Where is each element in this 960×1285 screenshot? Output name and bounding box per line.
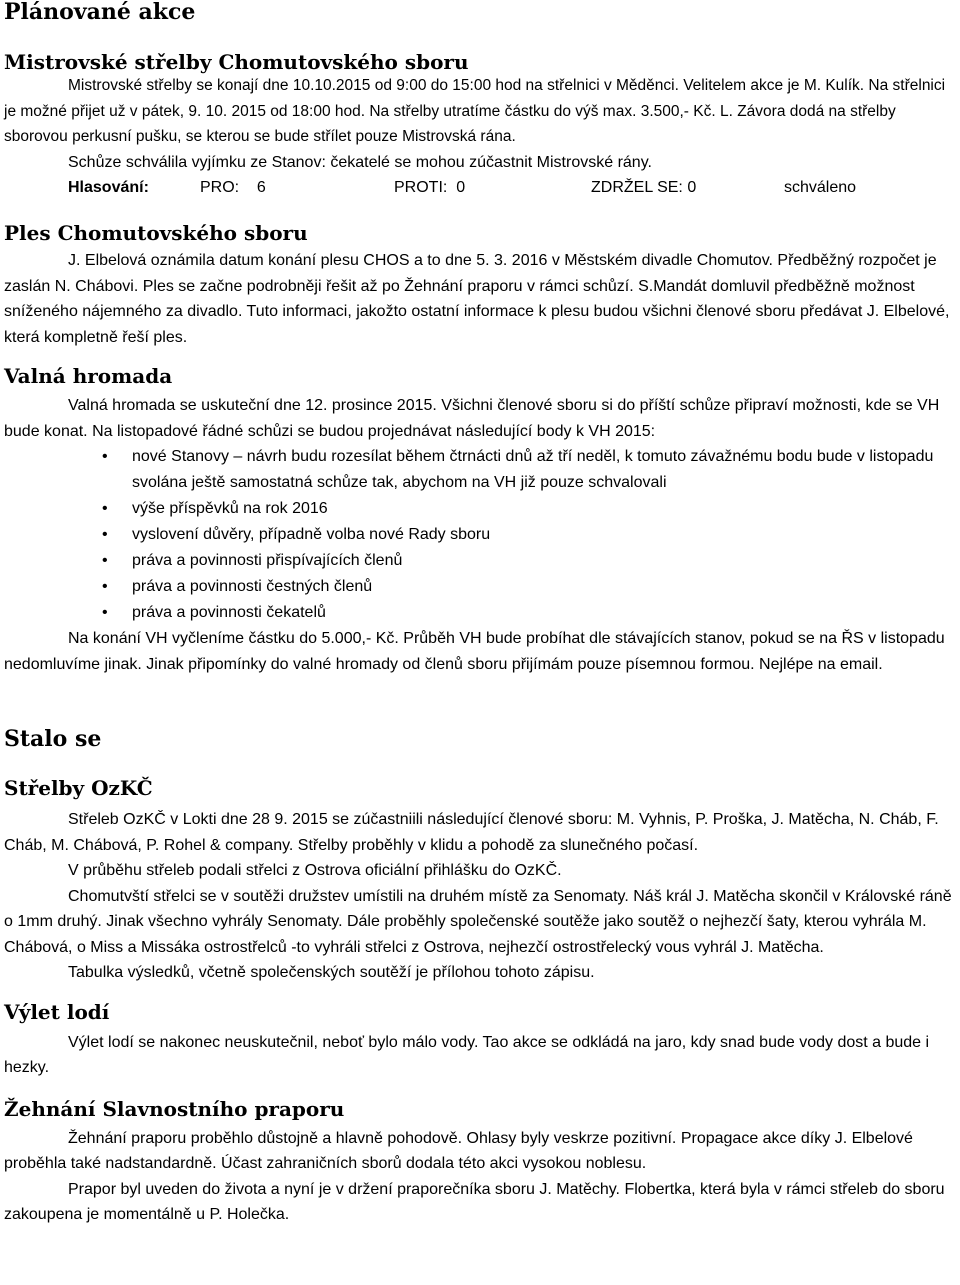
heading-planned: Plánované akce <box>4 0 196 25</box>
section-title-vylet: Výlet lodí <box>4 999 110 1024</box>
section-title-strelby: Střelby OzKČ <box>4 776 153 800</box>
section-title-mistrovske: Mistrovské střelby Chomutovského sboru <box>4 50 469 74</box>
strelby-paragraph-3: Chomutvští střelci se v soutěži družstev umístili na druhém místě za Senomaty. Náš král J. Matěcha skončil v Královské ráně o 1mm druhý. Jinak všechno vyhrály Senomaty. Dále proběhly společenské soutěže jako soutěž o nejhezčí šaty, kterou vyhrála M. Chábová, o Miss a Missáka ostrostřelců -to vyhráli střelci z Ostrova, nejhezčí ostrostřelecký vous vyhrál J. Matěcha. <box>4 887 952 956</box>
strelby-paragraph-4: Tabulka výsledků, včetně společenských soutěží je přílohou tohoto zápisu. <box>68 964 595 981</box>
vote-proti: PROTI: 0 <box>394 179 466 196</box>
vote-zdrzel: ZDRŽEL SE: 0 <box>591 179 697 196</box>
zehnani-paragraph-1: Žehnání praporu proběhlo důstojně a hlavně pohodově. Ohlasy byly veskrze pozitivní. Propagace akce díky J. Elbelové proběhla také nadstandardně. Účast zahraničních sborů dodala této akci vysokou noblesu. <box>4 1129 913 1172</box>
section-title-ples: Ples Chomutovského sboru <box>4 221 308 245</box>
list-item: • výše příspěvků na rok 2016 <box>4 496 958 522</box>
vote-result: schváleno <box>784 179 857 196</box>
bullet-icon: • <box>102 448 108 465</box>
list-item: • práva a povinnosti čekatelů <box>4 600 958 626</box>
ples-paragraph: J. Elbelová oznámila datum konání plesu CHOS a to dne 5. 3. 2016 v Městském divadle Chomutov. Předběžný rozpočet je zaslán N. Chábovi. Ples se začne podrobněji řešit až po Žehnání praporu v rámci schůzí. S.Mandát domluvil předběžně možnost sníženého nájemného za divadlo. Tuto informaci, jakožto ostatní informace k plesu budou všichni členové sboru předávat J. Elbelové, která kompletně řeší ples. <box>4 252 950 346</box>
list-item: • práva a povinnosti přispívajících členů <box>4 548 958 574</box>
vylet-paragraph: Výlet lodí se nakonec neuskutečnil, neboť bylo málo vody. Tao akce se odkládá na jaro, kdy snad bude vody dost a bude i hezky. <box>4 1033 930 1076</box>
section-title-valna: Valná hromada <box>4 364 173 388</box>
mistrovske-paragraph: Mistrovské střelby se konají dne 10.10.2015 od 9:00 do 15:00 hod na střelnici v Měděnci. Velitelem akce je M. Kulík. Na střelnici je možné přijet už v pátek, 9. 10. 2015 od 18:00 hod. Na střelby utratíme částku do výš max. 3.500,- Kč. L. Závora dodá na střelby sborovou perkusní pušku, se kterou se bude střílet pouze Mistrovská rána. <box>4 77 946 145</box>
section-title-zehnani: Žehnání Slavnostního praporu <box>4 1096 345 1121</box>
list-item: • nové Stanovy – návrh budu rozesílat během čtrnácti dnů až tří neděl, k tomuto závažnému bodu bude v listopadu svolána ještě samostatná schůze tak, abychom na VH již pouze schvalovali <box>4 444 958 496</box>
document-page <box>4 0 958 1228</box>
valna-paragraph-1: Valná hromada se uskuteční dne 12. prosince 2015. Všichni členové sboru si do příští schůze připraví možnosti, kde se VH bude konat. Na listopadové řádné schůzi se budou projednávat následující body k VH 2015: <box>4 397 940 440</box>
bullet-icon: • <box>102 578 108 595</box>
zehnani-paragraph-2: Prapor byl uveden do života a nyní je v držení praporečníka sboru J. Matěchy. Flobertka, která byla v rámci střeleb do sboru zakoupena je momentálně u P. Holečka. <box>4 1180 945 1223</box>
vote-row <box>4 175 958 200</box>
list-item: • práva a povinnosti čestných členů <box>4 574 958 600</box>
vote-pro: PRO: 6 <box>200 179 266 196</box>
strelby-paragraph-2: V průběhu střeleb podali střelci z Ostrova oficiální přihlášku do OzKČ. <box>68 862 562 879</box>
list-item: • vyslovení důvěry, případně volba nové Rady sboru <box>4 522 958 548</box>
valna-paragraph-2: Na konání VH vyčleníme částku do 5.000,- Kč. Průběh VH bude probíhat dle stávajících stanov, pokud se na ŘS v listopadu nedomluvíme jinak. Jinak připomínky do valné hromady od členů sboru přijímám pouze písemnou formou. Nejlépe na email. <box>4 630 945 673</box>
strelby-paragraph-1: Střeleb OzKČ v Lokti dne 28 9. 2015 se zúčastniili následující členové sboru: M. Vyhnis, P. Proška, J. Matěcha, N. Cháb, F. Cháb, M. Chábová, P. Rohel & company. Střelby proběhly v klidu a pohodě za slunečného počasí. <box>4 811 939 854</box>
bullet-icon: • <box>102 552 108 569</box>
mistrovske-exception: Schůze schválila vyjímku ze Stanov: čekatelé se mohou zúčastnit Mistrovské rány. <box>68 153 652 171</box>
bullet-icon: • <box>102 526 108 543</box>
bullet-icon: • <box>102 604 108 621</box>
vote-label: Hlasování: <box>68 179 149 196</box>
valna-agenda-list <box>4 444 958 626</box>
heading-done: Stalo se <box>4 726 102 752</box>
bullet-icon: • <box>102 500 108 517</box>
